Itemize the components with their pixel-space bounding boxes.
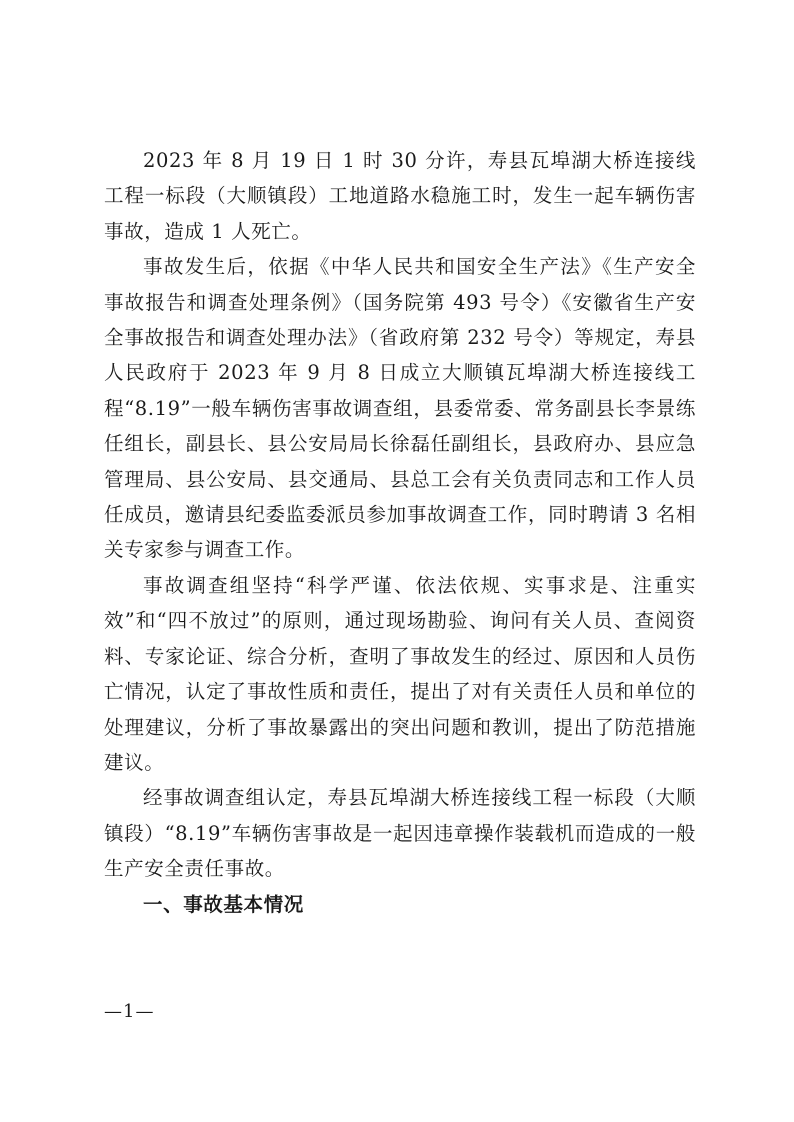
- paragraph-overview: 2023 年 8 月 19 日 1 时 30 分许，寿县瓦埠湖大桥连接线工程一标段（大顺镇段）工地道路水稳施工时，发生一起车辆伤害事故，造成 1 人死亡。: [104, 149, 696, 243]
- paragraph-determination: 经事故调查组认定，寿县瓦埠湖大桥连接线工程一标段（大顺镇段）“8.19”车辆伤害事故是一起因违章操作装载机而造成的一般生产安全责任事故。: [104, 786, 696, 881]
- page-number: —1—: [104, 1001, 155, 1022]
- paragraph-investigation-team: 事故发生后，依据《中华人民共和国安全生产法》《生产安全事故报告和调查处理条例》（国务院第 493 号令）《安徽省生产安全事故报告和调查处理办法》（省政府第 232 号令）等规定，寿县人民政府于 2023 年 9 月 8 日成立大顺镇瓦埠湖大桥连接线工程“8.19”一般车辆伤害事故调查组，县委常委、常务副县长李景练任组长，副县长、县公安局局长徐磊任副组长，县政府办、县应急管理局、县公安局、县交通局、县总工会有关负责同志和工作人员任成员，邀请县纪委监委派员参加事故调查工作，同时聘请 3 名相关专家参与调查工作。: [104, 255, 696, 562]
- document-body: [104, 143, 696, 922]
- section-heading: 一、事故基本情况: [143, 892, 304, 916]
- paragraph-principles: 事故调查组坚持“科学严谨、依法依规、实事求是、注重实效”和“四不放过”的原则，通过现场勘验、询问有关人员、查阅资料、专家论证、综合分析，查明了事故发生的经过、原因和人员伤亡情况，认定了事故性质和责任，提出了对有关责任人员和单位的处理建议，分析了事故暴露出的突出问题和教训，提出了防范措施建议。: [104, 573, 696, 774]
